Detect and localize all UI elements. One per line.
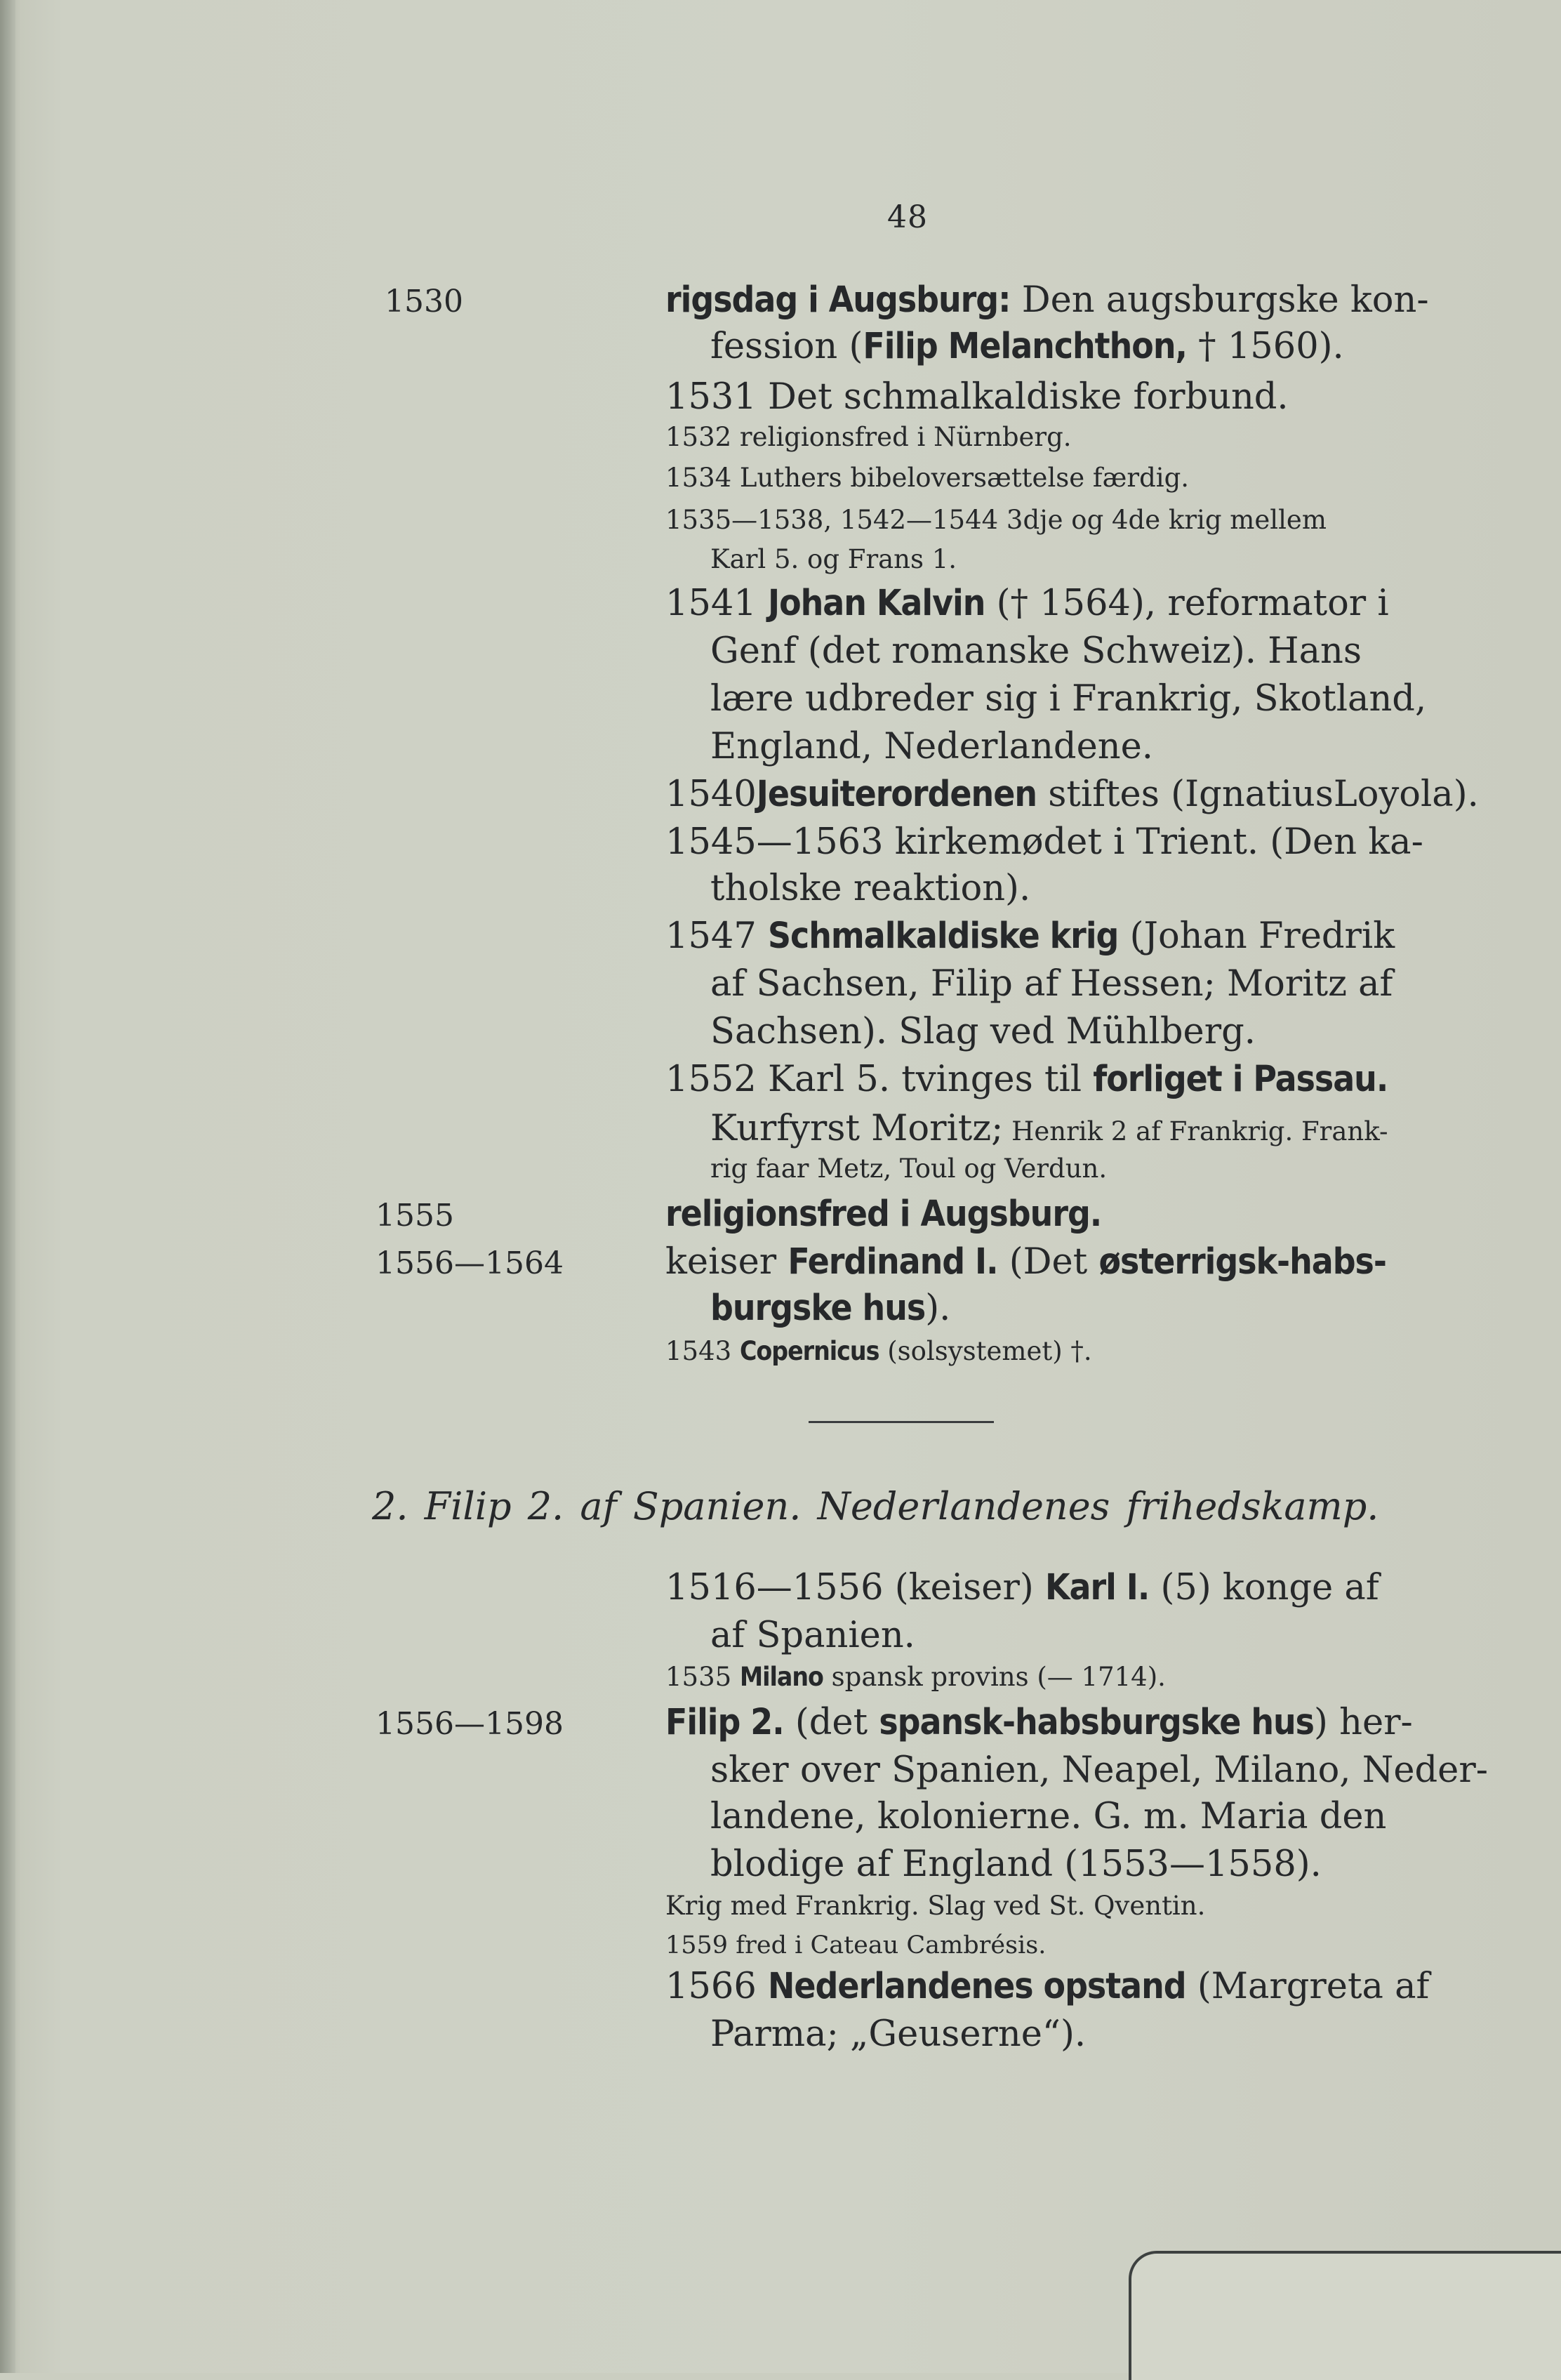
section-divider xyxy=(809,1421,994,1423)
entry-line: 1545—1563 kirkemødet i Trient. (Den ka- xyxy=(665,821,1423,863)
entry-line: Genf (det romanske Schweiz). Hans xyxy=(710,630,1362,672)
entry-line: 1531 Det schmalkaldiske forbund. xyxy=(665,376,1289,418)
entry-line: 1540Jesuiterordenen stiftes (IgnatiusLoyola). xyxy=(665,774,1479,815)
year-1556-1564: 1556—1564 xyxy=(376,1245,564,1281)
year-1530: 1530 xyxy=(385,284,463,319)
year-1556-1598: 1556—1598 xyxy=(376,1706,564,1742)
entry-line: 1559 fred i Cateau Cambrésis. xyxy=(665,1931,1047,1959)
entry-line: rigsdag i Augsburg: Den augsburgske kon- xyxy=(665,279,1429,321)
entry-line: 1532 religionsfred i Nürnberg. xyxy=(665,422,1072,452)
entry-line: religionsfred i Augsburg. xyxy=(665,1194,1102,1235)
entry-line: 1534 Luthers bibeloversættelse færdig. xyxy=(665,463,1190,493)
book-spine-shadow xyxy=(0,0,15,2373)
entry-line: keiser Ferdinand I. (Det østerrigsk-habs- xyxy=(665,1241,1386,1283)
section-heading: 2. Filip 2. af Spanien. Nederlandenes frihedskamp. xyxy=(372,1484,1379,1528)
entry-line: 1516—1556 (keiser) Karl I. (5) konge af xyxy=(665,1567,1379,1608)
entry-line: lære udbreder sig i Frankrig, Skotland, xyxy=(710,678,1427,720)
entry-line: England, Nederlandene. xyxy=(710,726,1154,767)
entry-line: 1552 Karl 5. tvinges til forliget i Passau. xyxy=(665,1059,1388,1100)
entry-line: Parma; „Geuserne“). xyxy=(710,2014,1087,2055)
entry-line: 1543 Copernicus (solsystemet) †. xyxy=(665,1336,1092,1366)
entry-line: 1547 Schmalkaldiske krig (Johan Fredrik xyxy=(665,915,1395,957)
entry-line: Krig med Frankrig. Slag ved St. Qventin. xyxy=(665,1891,1206,1921)
entry-line: 1535—1538, 1542—1544 3dje og 4de krig mellem xyxy=(665,505,1327,535)
year-1555: 1555 xyxy=(376,1198,454,1234)
entry-line: Filip 2. (det spansk-habsburgske hus) her- xyxy=(665,1702,1413,1743)
entry-line: landene, kolonierne. G. m. Maria den xyxy=(710,1796,1387,1837)
page-number: 48 xyxy=(887,199,928,235)
entry-line: tholske reaktion). xyxy=(710,868,1031,909)
entry-line: rig faar Metz, Toul og Verdun. xyxy=(710,1153,1108,1184)
entry-line: burgske hus). xyxy=(710,1288,951,1329)
entry-line: af Spanien. xyxy=(710,1615,915,1656)
entry-line: 1535 Milano spansk provins (— 1714). xyxy=(665,1662,1166,1692)
entry-line: af Sachsen, Filip af Hessen; Moritz af xyxy=(710,963,1393,1005)
entry-line: 1566 Nederlandenes opstand (Margreta af xyxy=(665,1966,1430,2007)
entry-line: sker over Spanien, Neapel, Milano, Neder- xyxy=(710,1750,1488,1791)
page-corner-overlap xyxy=(1129,2251,1561,2380)
entry-line: Karl 5. og Frans 1. xyxy=(710,544,957,574)
entry-line: Kurfyrst Moritz; Henrik 2 af Frankrig. Frank- xyxy=(710,1108,1388,1149)
entry-line: fession (Filip Melanchthon, † 1560). xyxy=(710,326,1344,367)
entry-line: blodige af England (1553—1558). xyxy=(710,1844,1322,1885)
entry-line: Sachsen). Slag ved Mühlberg. xyxy=(710,1011,1256,1052)
entry-line: 1541 Johan Kalvin († 1564), reformator i xyxy=(665,583,1389,624)
